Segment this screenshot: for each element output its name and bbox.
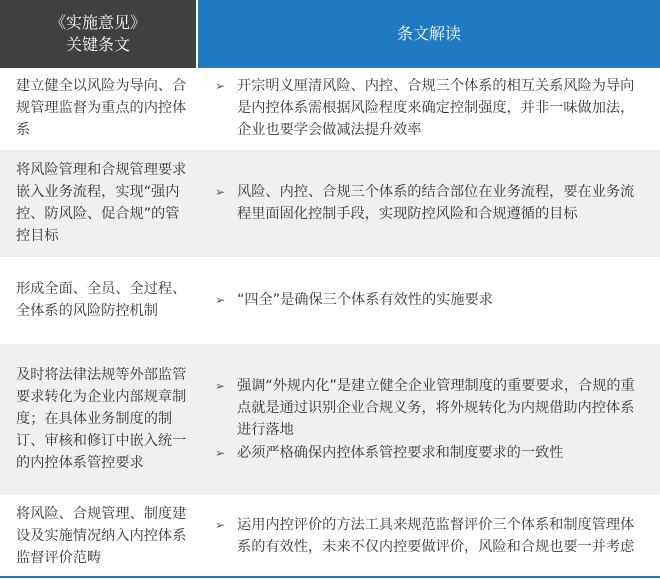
arrow-bullet-icon: ➢ <box>215 293 226 307</box>
arrow-bullet-icon: ➢ <box>215 517 226 532</box>
interpretation-cell <box>197 495 660 577</box>
interpretation-point <box>215 375 646 441</box>
interpretation-text: 强调“外规内化”是建立健全企业管理制度的重要要求，合规的重点就是通过识别企业合规义务，将外规转化为内规借助内控体系进行落地 <box>237 377 635 438</box>
interpretation-text: 开宗明义厘清风险、内控、合规三个体系的相互关系风险为导向是内控体系需根据风险程度来确定控制强度，并非一味做加法，企业也要学会做减法提升效率 <box>237 78 635 139</box>
header-key-clauses-line1: 《实施意见》 <box>49 13 146 32</box>
clause-cell: 建立健全以风险为导向、合规管理监督为重点的内控体系 <box>0 68 197 149</box>
header-key-clauses-line2: 关键条文 <box>65 35 130 54</box>
table-row <box>0 343 660 495</box>
interpretation-text: 风险、内控、合规三个体系的结合部位在业务流程，要在业务流程里面固化控制手段，实现防控风险和合规遵循的目标 <box>237 184 635 222</box>
arrow-bullet-icon: ➢ <box>215 79 226 94</box>
interpretation-cell <box>197 257 660 343</box>
header-key-clauses <box>0 0 197 68</box>
interpretation-text: 必须严格确保内控体系管控要求和制度要求的一致性 <box>237 444 564 461</box>
table-row <box>0 257 660 343</box>
table-header-row <box>0 0 660 68</box>
clause-cell: 将风险管理和合规管理要求嵌入业务流程，实现“强内控、防风险、促合规”的管控目标 <box>0 149 197 257</box>
interpretation-point <box>215 442 646 464</box>
table-row <box>0 68 660 149</box>
interpretation-point <box>215 514 646 558</box>
interpretation-cell <box>197 149 660 257</box>
clause-cell: 形成全面、全员、全过程、全体系的风险防控机制 <box>0 257 197 343</box>
clause-cell: 及时将法律法规等外部监管要求转化为企业内部规章制度；在具体业务制度的制订、审核和修订中嵌入统一的内控体系管控要求 <box>0 343 197 495</box>
interpretation-cell <box>197 68 660 149</box>
arrow-bullet-icon: ➢ <box>215 445 226 460</box>
interpretation-point <box>215 75 646 141</box>
arrow-bullet-icon: ➢ <box>215 185 226 199</box>
interpretation-text: 运用内控评价的方法工具来规范监督评价三个体系和制度管理体系的有效性，未来不仅内控要做评价，风险和合规也要一并考虑 <box>237 516 635 555</box>
header-interpretation: 条文解读 <box>197 0 660 68</box>
interpretation-point <box>215 289 646 311</box>
interpretation-text: “四全”是确保三个体系有效性的实施要求 <box>237 292 493 308</box>
interpretation-cell <box>197 343 660 495</box>
arrow-bullet-icon: ➢ <box>215 378 226 393</box>
clause-cell: 将风险、合规管理、制度建设及实施情况纳入内控体系监督评价范畴 <box>0 495 197 577</box>
interpretation-point <box>215 181 646 225</box>
table-row <box>0 149 660 257</box>
table-row <box>0 495 660 577</box>
